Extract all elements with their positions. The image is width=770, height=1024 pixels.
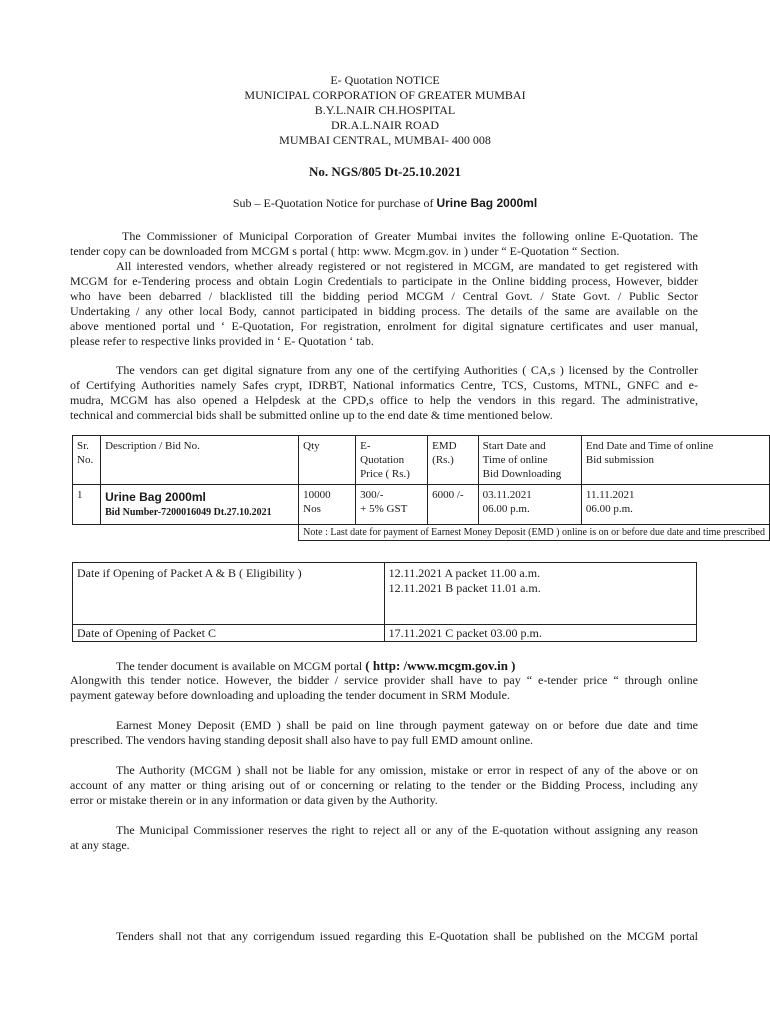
city-address: MUMBAI CENTRAL, MUMBAI- 400 008 bbox=[279, 133, 491, 147]
packet-c-label: Date of Opening of Packet C bbox=[73, 625, 385, 642]
text-line: of Certifying Authorities namely Safes crypt, IDRBT, National informatics Centre, TCS, Customs, MTNL, GNFC and e- bbox=[70, 378, 698, 392]
road-name: DR.A.L.NAIR ROAD bbox=[331, 118, 439, 132]
text-line: payment gateway before downloading and uploading the tender document in SRM Module. bbox=[70, 688, 510, 702]
table-row bbox=[73, 625, 697, 642]
text-line: MCGM for e-Tendering process and obtain Login Credentials to participate in the Online bidding process, However, bidder bbox=[70, 274, 698, 288]
item-name: Urine Bag 2000ml bbox=[105, 490, 206, 504]
text-line: The Municipal Commissioner reserves the right to reject all or any of the E-quotation without assigning any reason bbox=[116, 823, 698, 837]
reference-number: No. NGS/805 Dt-25.10.2021 bbox=[308, 164, 462, 179]
hospital-name: B.Y.L.NAIR CH.HOSPITAL bbox=[314, 103, 456, 117]
text-line: who have been debarred / blacklisted till the bidding period MCGM / Central Govt. / State Govt. / Public Sector bbox=[70, 289, 698, 303]
text-line: error or mistake therein or in any information or data given by the Authority. bbox=[70, 793, 438, 807]
row-start-date: 03.11.2021 06.00 p.m. bbox=[478, 485, 581, 525]
text-line: Undertaking / any other local Body, cannot participated in bidding process. The details of the same are available on the bbox=[70, 304, 698, 318]
row-qty: 10000 Nos bbox=[299, 485, 356, 525]
text-line: Tenders shall not that any corrigendum issued regarding this E-Quotation shall be published on the MCGM portal bbox=[116, 929, 698, 943]
row-price: 300/- + 5% GST bbox=[356, 485, 428, 525]
text-line: mudra, MCGM has also opened a Helpdesk at the CPD,s office to help the vendors in this regard. The administrative, bbox=[70, 393, 698, 407]
notice-title: E- Quotation NOTICE bbox=[330, 73, 440, 87]
header-sr: Sr. No. bbox=[73, 436, 101, 485]
paragraph-rejection-right bbox=[70, 823, 698, 853]
packet-ab-dates: 12.11.2021 A packet 11.00 a.m. 12.11.2021 B packet 11.01 a.m. bbox=[384, 563, 696, 625]
paragraph-emd bbox=[70, 718, 698, 748]
paragraph-corrigendum bbox=[70, 929, 698, 944]
header-description: Description / Bid No. bbox=[101, 436, 299, 485]
text-line: The Authority (MCGM ) shall not be liable for any omission, mistake or error in respect of any of the above or on bbox=[116, 763, 698, 777]
text-line: please refer to respective links provided in ‘ E- Quotation ‘ tab. bbox=[70, 334, 374, 348]
packet-ab-label: Date if Opening of Packet A & B ( Eligibility ) bbox=[73, 563, 385, 625]
packet-opening-table bbox=[72, 562, 697, 642]
bid-table bbox=[72, 435, 770, 541]
bid-table-header-row bbox=[73, 436, 770, 485]
header-price: E- Quotation Price ( Rs.) bbox=[356, 436, 428, 485]
text-line: account of any matter or thing arising out of or concerning or relating to the tender or the Bidding Process, including any bbox=[70, 778, 698, 792]
packet-c-date: 17.11.2021 C packet 03.00 p.m. bbox=[384, 625, 696, 642]
text-line: above mentioned portal und ‘ E-Quotation, For registration, enrolment for digital signature certificates and user manual, bbox=[70, 319, 698, 333]
text-line: Alongwith this tender notice. However, the bidder / service provider shall have to pay “ e-tender price “ through online bbox=[70, 673, 698, 687]
text-line: tender copy can be downloaded from MCGM s portal ( http: www. Mcgm.gov. in ) under “ E-Quotation “ Section. bbox=[70, 244, 620, 258]
table-row bbox=[73, 563, 697, 625]
text-line: technical and commercial bids shall be submitted online up to the end date & time mentioned below. bbox=[70, 408, 553, 422]
paragraph-registration bbox=[70, 259, 698, 349]
paragraph-tender-document bbox=[70, 658, 698, 703]
paragraph-digital-signature bbox=[70, 363, 698, 423]
text-line: The vendors can get digital signature from any one of the certifying Authorities ( CA,s ) licensed by the Controller bbox=[116, 363, 698, 377]
table-row bbox=[73, 485, 770, 525]
row-sr: 1 bbox=[73, 485, 101, 525]
text-line: The tender document is available on MCGM portal ( http: /www.mcgm.gov.in ) bbox=[116, 658, 516, 673]
row-end-date: 11.11.2021 06.00 p.m. bbox=[581, 485, 769, 525]
bid-number: Bid Number-7200016049 Dt.27.10.2021 bbox=[105, 507, 272, 518]
text-line: Earnest Money Deposit (EMD ) shall be paid on line through payment gateway on or before due date and time bbox=[116, 718, 698, 732]
text-line: The Commissioner of Municipal Corporation of Greater Mumbai invites the following online E-Quotation. The bbox=[122, 229, 698, 243]
subject-line bbox=[0, 196, 770, 211]
text-line: prescribed. The vendors having standing deposit shall also have to pay full EMD amount online. bbox=[70, 733, 534, 747]
portal-url: ( http: /www.mcgm.gov.in ) bbox=[365, 658, 516, 673]
text-line: All interested vendors, whether already registered or not registered in MCGM, are mandated to get registered with bbox=[116, 259, 698, 273]
header-emd: EMD (Rs.) bbox=[428, 436, 479, 485]
header-qty: Qty bbox=[299, 436, 356, 485]
header-end-date: End Date and Time of online Bid submission bbox=[581, 436, 769, 485]
header-start-date: Start Date and Time of online Bid Downloading bbox=[478, 436, 581, 485]
note-spacer bbox=[73, 525, 299, 541]
note-row bbox=[73, 525, 770, 541]
subject-item: Urine Bag 2000ml bbox=[436, 196, 538, 210]
corporation-name: MUNICIPAL CORPORATION OF GREATER MUMBAI bbox=[244, 88, 526, 102]
row-emd: 6000 /- bbox=[428, 485, 479, 525]
paragraph-liability bbox=[70, 763, 698, 808]
text-line: at any stage. bbox=[70, 838, 130, 852]
paragraph-invitation bbox=[70, 229, 698, 259]
emd-note: Note : Last date for payment of Earnest Money Deposit (EMD ) online is on or before due date and time prescribed bbox=[299, 525, 770, 541]
row-description bbox=[101, 485, 299, 525]
subject-prefix: Sub – E-Quotation Notice for purchase of bbox=[232, 196, 437, 210]
